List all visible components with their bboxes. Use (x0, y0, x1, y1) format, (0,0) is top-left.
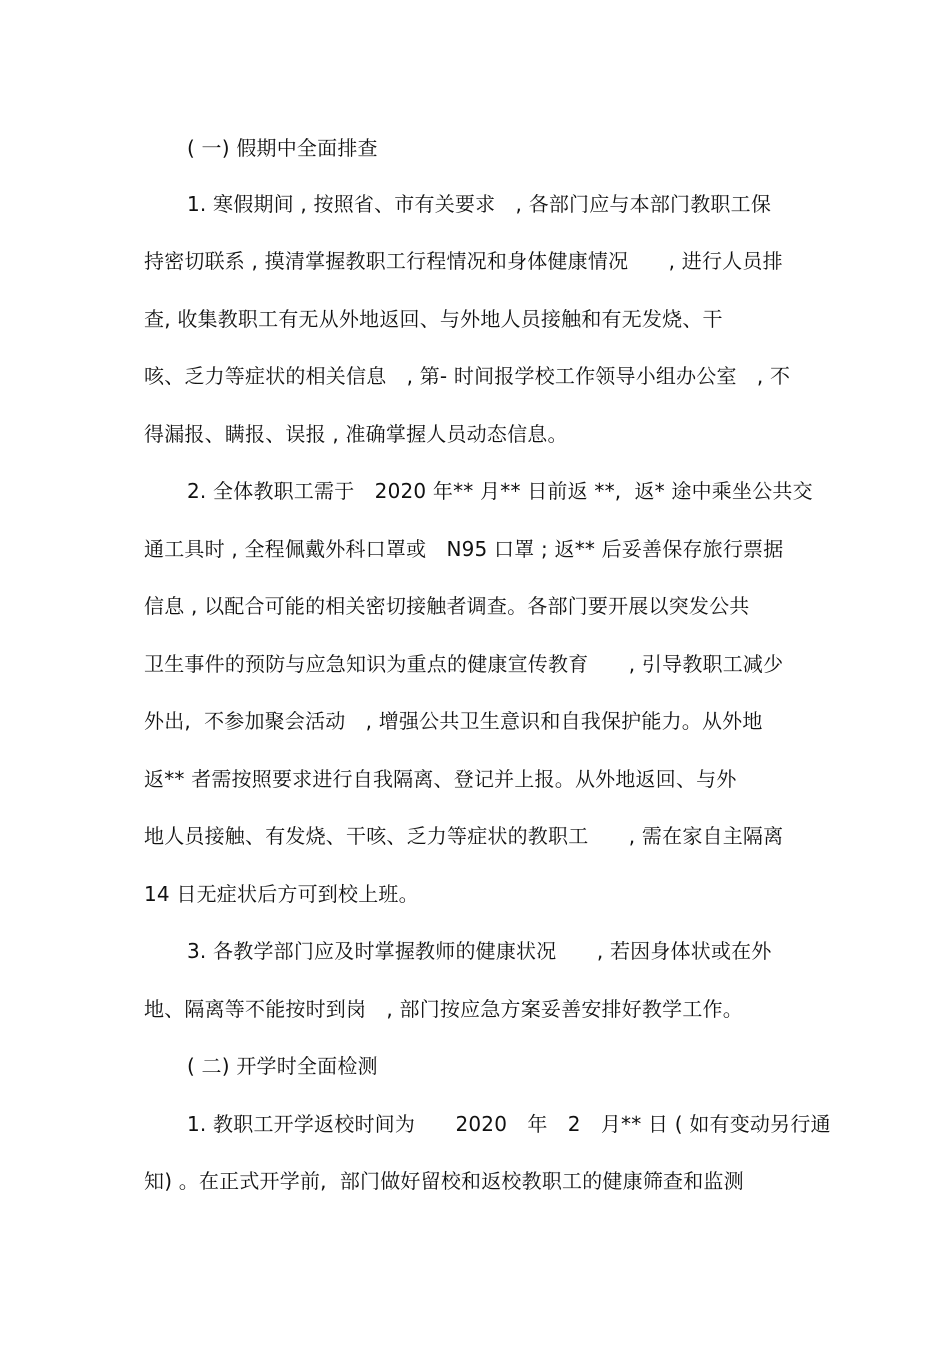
paragraph-line: 得漏报、瞒报、误报 , 准确掌握人员动态信息。 (144, 422, 568, 446)
paragraph-line: 外出, 不参加聚会活动 , 增强公共卫生意识和自我保护能力。从外地 (144, 709, 763, 733)
paragraph-line: 返** 者需按照要求进行自我隔离、登记并上报。从外地返回、与外 (144, 767, 737, 791)
paragraph-line: 14 日无症状后方可到校上班。 (144, 882, 419, 906)
section-heading-2: ( 二) 开学时全面检测 (187, 1054, 378, 1078)
paragraph-line: 卫生事件的预防与应急知识为重点的健康宣传教育 , 引导教职工减少 (144, 652, 784, 676)
paragraph-line: 知) 。在正式开学前, 部门做好留校和返校教职工的健康筛查和监测 (144, 1169, 744, 1193)
paragraph-line: 查, 收集教职工有无从外地返回、与外地人员接触和有无发烧、干 (144, 307, 723, 331)
paragraph-line: 通工具时 , 全程佩戴外科口罩或 N95 口罩 ; 返** 后妥善保存旅行票据 (144, 537, 784, 561)
paragraph-line: 地人员接触、有发烧、干咳、乏力等症状的教职工 , 需在家自主隔离 (144, 824, 784, 848)
paragraph-line: 1. 教职工开学返校时间为 2020 年 2 月** 日 ( 如有变动另行通 (187, 1112, 831, 1136)
paragraph-line: 信息 , 以配合可能的相关密切接触者调查。各部门要开展以突发公共 (144, 594, 750, 618)
paragraph-line: 地、隔离等不能按时到岗 , 部门按应急方案妥善安排好教学工作。 (144, 997, 743, 1021)
paragraph-line: 咳、乏力等症状的相关信息 , 第- 时间报学校工作领导小组办公室 , 不 (144, 364, 791, 388)
paragraph-line: 1. 寒假期间 , 按照省、市有关要求 , 各部门应与本部门教职工保 (187, 192, 772, 216)
section-heading-1: ( 一) 假期中全面排查 (187, 136, 378, 160)
paragraph-line: 持密切联系 , 摸清掌握教职工行程情况和身体健康情况 , 进行人员排 (144, 249, 783, 273)
paragraph-line: 2. 全体教职工需于 2020 年** 月** 日前返 **, 返* 途中乘坐公共交 (187, 479, 813, 503)
paragraph-line: 3. 各教学部门应及时掌握教师的健康状况 , 若因身体状或在外 (187, 939, 772, 963)
